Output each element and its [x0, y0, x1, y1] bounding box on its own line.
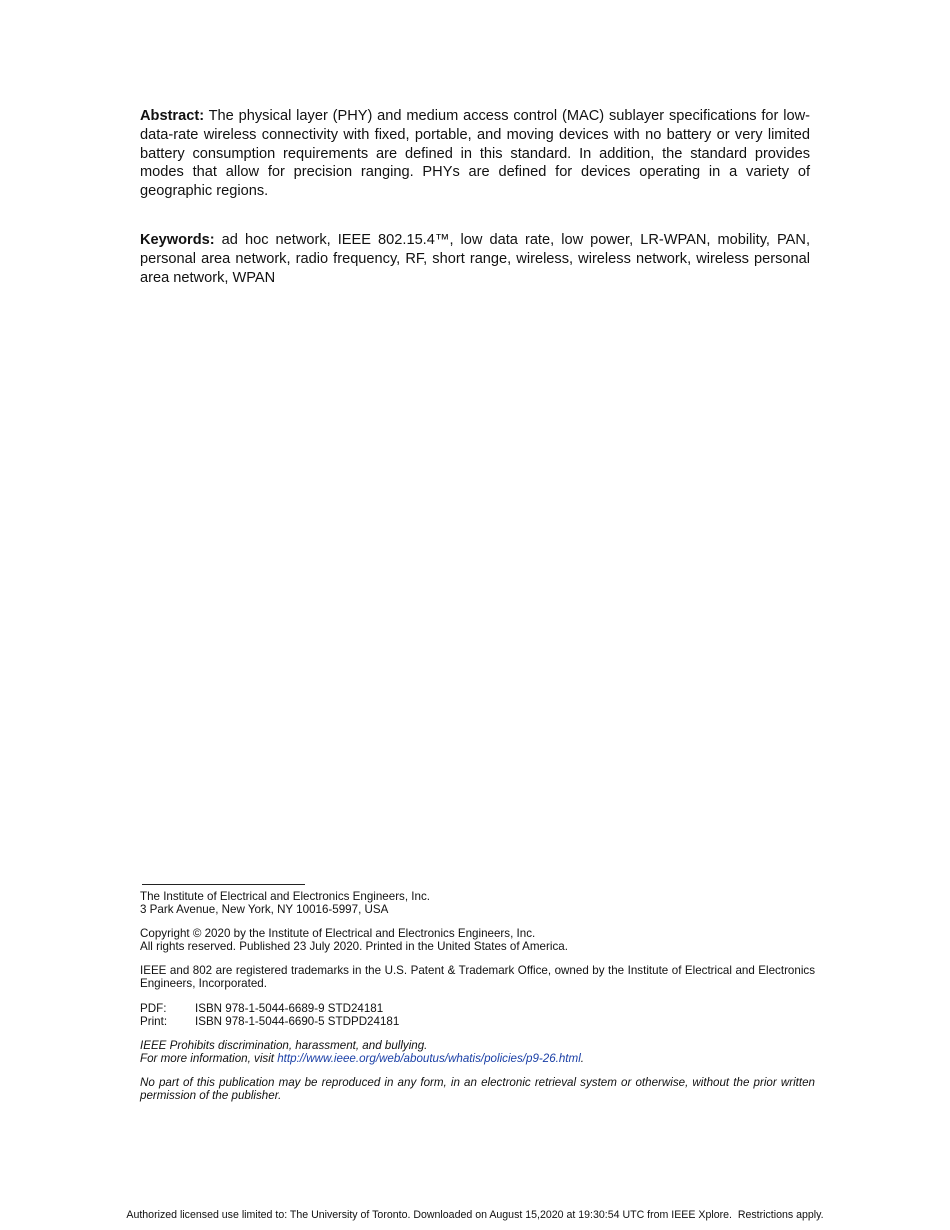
isbn-print-row: [140, 1016, 815, 1029]
footnote-divider: [142, 884, 305, 885]
abstract-label: Abstract:: [140, 108, 205, 124]
policy-info-suffix: .: [580, 1051, 585, 1065]
isbn-block: [140, 1003, 815, 1028]
rights-line: All rights reserved. Published 23 July 2020. Printed in the United States of America.: [140, 939, 568, 953]
reproduction-notice: No part of this publication may be reproduced in any form, in an electronic retrieval system or otherwise, without the prior written permission of the publisher.: [140, 1076, 815, 1102]
publisher-address: 3 Park Avenue, New York, NY 10016-5997, USA: [140, 902, 389, 916]
copyright-line: Copyright © 2020 by the Institute of Electrical and Electronics Engineers, Inc.: [140, 927, 536, 940]
isbn-print-value: ISBN 978-1-5044-6690-5 STDPD24181: [195, 1014, 400, 1028]
trademark-notice: IEEE and 802 are registered trademarks in the U.S. Patent & Trademark Office, owned by the Institute of Electrical and Electronics Engineers, Incorporated.: [140, 964, 815, 990]
isbn-print-label: Print:: [140, 1014, 168, 1028]
policy-notice: [140, 1040, 815, 1065]
publisher-name: The Institute of Electrical and Electronics Engineers, Inc.: [140, 890, 430, 903]
isbn-pdf-label: PDF:: [140, 1002, 167, 1015]
keywords-paragraph: [140, 231, 810, 287]
policy-info-line: [140, 1053, 815, 1066]
policy-link[interactable]: http://www.ieee.org/web/aboutus/whatis/policies/p9-26.html: [277, 1051, 581, 1065]
license-footer: Authorized licensed use limited to: The University of Toronto. Downloaded on August 15,2020 at 19:30:54 UTC from IEEE Xplore. Restrictions apply.: [126, 1209, 824, 1221]
abstract-text: The physical layer (PHY) and medium access control (MAC) sublayer specifications for low-data-rate wireless connectivity with fixed, portable, and moving devices with no battery or very limited battery consumption requirements are defined in this standard. In addition, the standard provides modes that allow for precision ranging. PHYs are defined for devices operating in a variety of geographic regions.: [140, 108, 810, 200]
policy-info-prefix: For more information, visit: [140, 1051, 278, 1065]
keywords-text: ad hoc network, IEEE 802.15.4™, low data rate, low power, LR-WPAN, mobility, PAN, personal area network, radio frequency, RF, short range, wireless, wireless network, wireless personal area network, WPAN: [140, 232, 810, 286]
isbn-pdf-value: ISBN 978-1-5044-6689-9 STD24181: [195, 1002, 384, 1015]
policy-statement: IEEE Prohibits discrimination, harassment, and bullying.: [140, 1039, 428, 1052]
copyright-block: [140, 928, 815, 953]
publisher-block: [140, 891, 815, 916]
keywords-label: Keywords:: [140, 232, 215, 248]
abstract-paragraph: [140, 107, 810, 201]
